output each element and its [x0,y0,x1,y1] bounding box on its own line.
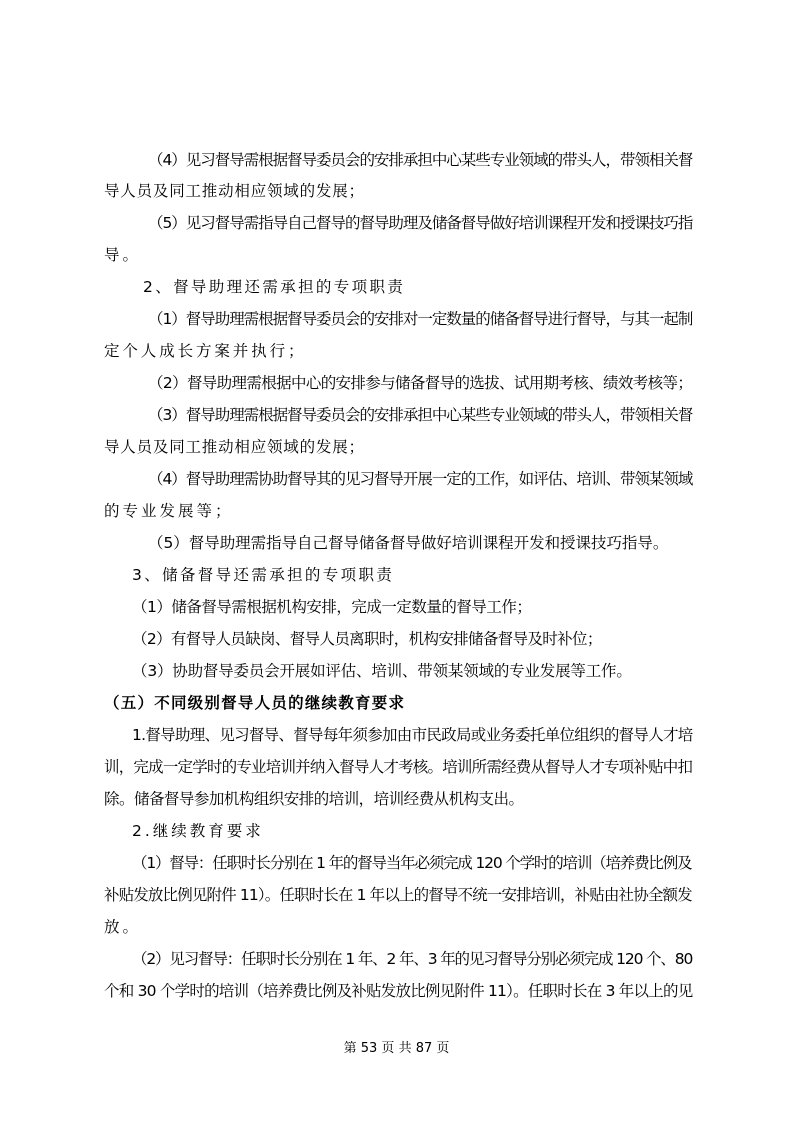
paragraph-line: （5）见习督导需指导自己督导的督导助理及储备督导做好培训课程开发和授课技巧指 [148,214,693,232]
paragraph-line: 放。 [104,918,142,936]
paragraph-line: （4）督导助理需协助督导其的见习督导开展一定的工作，如评估、培训、带领某领域 [148,470,693,488]
paragraph-line: 1.督导助理、见习督导、督导每年须参加由市民政局或业务委托单位组织的督导人才培 [132,726,693,744]
paragraph-line: 导人员及同工推动相应领域的发展； [104,182,365,200]
paragraph-line: （2）见习督导：任职时长分别在 1 年、2 年、3 年的见习督导分别必须完成 120 个、80 [132,950,693,968]
paragraph-line: （4）见习督导需根据督导委员会的安排承担中心某些专业领域的带头人，带领相关督 [148,151,693,169]
paragraph-line: 补贴发放比例见附件 11）。任职时长在 1 年以上的督导不统一安排培训，补贴由社协全额发 [104,886,692,904]
paragraph-line: 导。 [104,246,142,264]
paragraph-line: 的专业发展等； [104,502,234,520]
paragraph-line: 定个人成长方案并执行； [104,342,307,360]
paragraph-line: （1）督导助理需根据督导委员会的安排对一定数量的储备督导进行督导，与其一起制 [148,310,693,328]
section-heading: 2、督导助理还需承担的专项职责 [143,278,406,296]
subsection-heading: （五）不同级别督导人员的继续教育要求 [104,694,406,712]
section-heading: 2.继续教育要求 [132,822,264,840]
paragraph-line: 导人员及同工推动相应领域的发展； [104,438,365,456]
paragraph-line: （2）督导助理需根据中心的安排参与储备督导的选拔、试用期考核、绩效考核等； [148,374,693,392]
page-footer: 第 53 页 共 87 页 [343,1041,450,1056]
paragraph-line: 除。储备督导参加机构组织安排的培训，培训经费从机构支出。 [104,790,524,808]
section-heading: 3、储备督导还需承担的专项职责 [132,566,395,584]
paragraph-line: （5）督导助理需指导自己督导储备督导做好培训课程开发和授课技巧指导。 [148,534,669,552]
paragraph-line: （1）督导：任职时长分别在 1 年的督导当年必须完成 120 个学时的培训（培养费比例及 [132,854,692,872]
paragraph-line: （3）督导助理需根据督导委员会的安排承担中心某些专业领域的带头人，带领相关督 [148,406,693,424]
paragraph-line: 训，完成一定学时的专业培训并纳入督导人才考核。培训所需经费从督导人才专项补贴中扣 [104,758,693,776]
paragraph-line: 个和 30 个学时的培训（培养费比例及补贴发放比例见附件 11）。任职时长在 3 年以上的见 [104,982,693,1000]
paragraph-line: （3）协助督导委员会开展如评估、培训、带领某领域的专业发展等工作。 [132,662,632,680]
paragraph-line: （1）储备督导需根据机构安排，完成一定数量的督导工作； [132,598,532,616]
paragraph-line: （2）有督导人员缺岗、督导人员离职时，机构安排储备督导及时补位； [132,630,602,648]
